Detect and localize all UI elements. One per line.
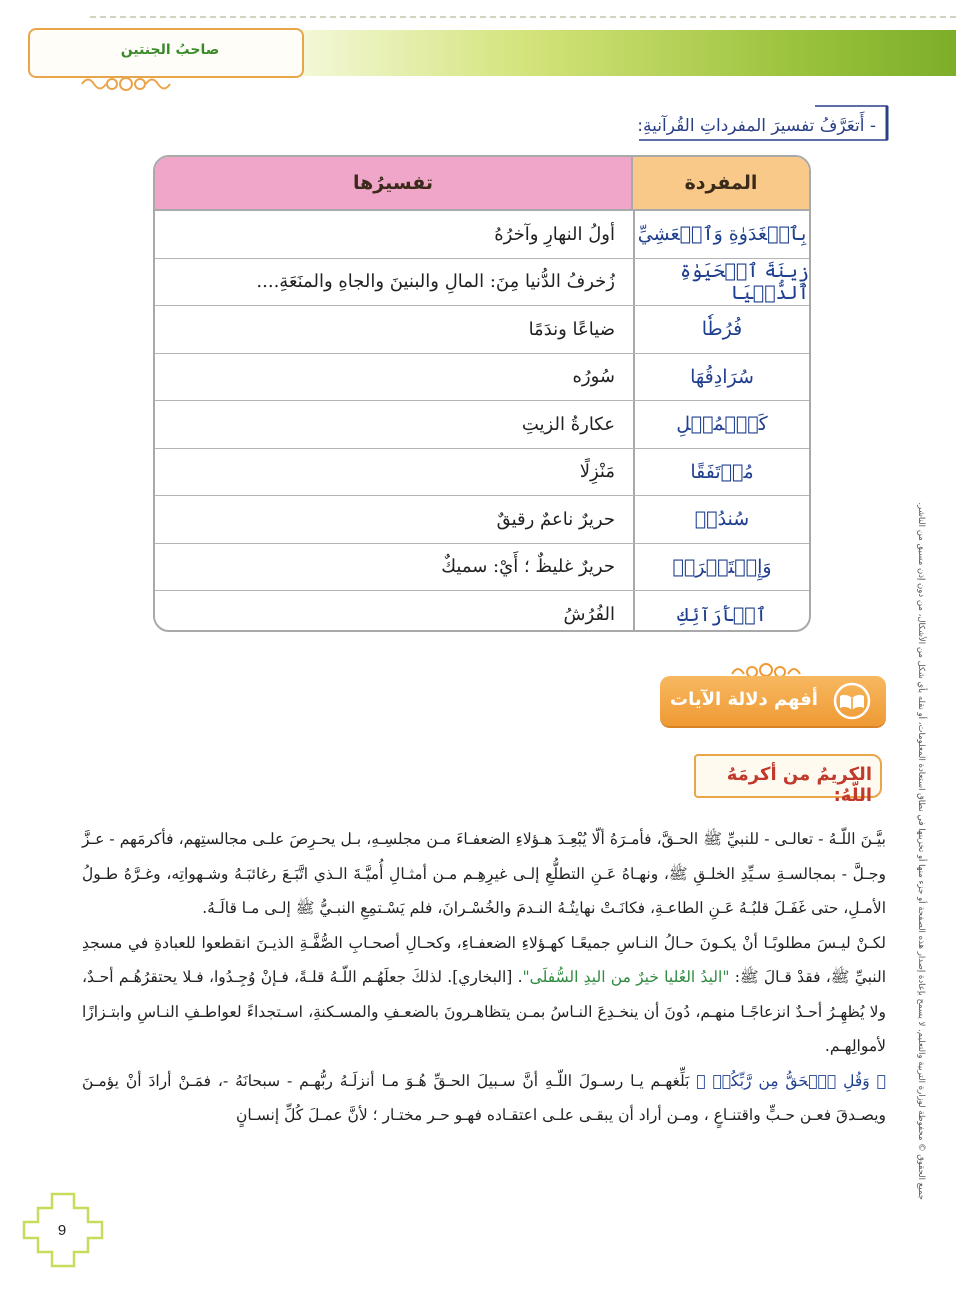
copyright-note: جميع الحقوق © محفوظة لوزارة التربية والتعليم. لا يسمح بإعادة إصدار هذه الصفحة أو جزء منها أو تخزينها في نطاق استعادة المعلومات، أو نقله بأي شكل من الأشكال، من دون إذن مسبق من الناشر. [916,502,926,1200]
vocab-word: ٱلۡأَرَآئِكِ [633,591,809,632]
table-row [155,306,809,354]
paragraph-text: بَلِّغهـم يـا رسـولَ اللّـهِ أنَّ سـبيلَ الحـقِّ هُـوَ مـا أنزلَـهُ ربُّهـم - سبحانَهُ -، فمَـنْ أرادَ أنْ يؤمـنَ ويصـدقَ فعـن حـبٍّ واقتنـاعٍ ، ومـن أراد أن يبقـى علـى اعتقـاده فهـو حـر مختـار ؛ لأنَّ عمـلَ كُلِّ إنسـانٍ [82,1071,886,1124]
vocab-word: سُرَادِقُهَا [633,354,809,401]
paragraph [82,1064,886,1133]
paragraph-text: . [البخاري]. لذلكَ جعلَهُـم اللّـهُ قلـةً، فـإنْ وُجِـدُوا، فـلا يحتقرُهُـم أحـدٌ، ولا يُظهِـرُ أحـدٌ انزعاجًـا منهـم، دُونَ أن ينخـدِعَ النـاسُ بمـن يتظاهـرونَ بالضعـفِ والمسـكنةِ، اسـتجداءً لعواطـفِ النـاسِ وابتـزازًا لأموالِهـم. [82,968,886,1055]
vocab-meaning: مَنْزِلًا [579,461,615,483]
table-row [155,401,809,449]
quran-verse: ﴿ وَقُلِ ٱلۡحَقُّ مِن رَّبِّكُمۡ ﴾ [696,1071,886,1090]
vocab-meaning: سُورُه [572,366,615,388]
vocab-word: سُندُسٖ [633,496,809,543]
hadith-quote: "اليدُ العُليا خيرٌ من اليدِ السُّفلَى" [522,968,730,986]
vocab-meaning: زُخرفُ الدُّنيا مِنَ: المالِ والبنينَ والجاهِ والمنَعَةِ.... [256,271,615,293]
table-row [155,496,809,544]
col-header-word: المفردة [631,157,809,209]
table-row [155,591,809,632]
ornament-icon [78,72,174,94]
subtitle: الكريمُ من أكرمَهُ اللّهُ: [726,764,872,806]
vocab-meaning: أولُ النهارِ وآخرُهُ [494,223,615,245]
vocab-section-title: - أَتعَرَّفُ تفسيرَ المفرداتِ القُرآنيةِ: [637,116,876,136]
table-header [155,157,809,211]
vocab-table [153,155,811,632]
vocab-meaning: الفُرُشُ [563,604,615,626]
col-header-meaning: تفسيرُها [155,157,631,209]
vocab-word: كَٱلۡمُهۡلِ [633,401,809,448]
understand-title: أفهم دلالة الآيات [670,689,818,710]
table-row [155,211,809,259]
vocab-word: فُرُطٗا [633,306,809,353]
chapter-title: صاحبُ الجنتين [120,42,220,58]
vocab-word: بِٱلۡغَدَوٰةِ وَٱلۡعَشِيِّ [633,211,809,258]
open-book-icon [830,682,874,720]
vocab-word: مُرۡتَفَقًا [633,449,809,496]
table-row [155,259,809,307]
table-row [155,354,809,402]
vocab-meaning: حريرٌ ناعمٌ رقيقٌ [496,508,615,530]
vocab-meaning: حريرٌ غليظٌ ؛ أَيْ: سميكٌ [441,556,615,578]
header-green-band [300,30,956,76]
vocab-word: زِينَةَ ٱلۡحَيَوٰةِ ٱلدُّنۡيَا [633,259,809,306]
paragraph: بيَّـنَ اللّـهُ - تعالـى - للنبيِّ ﷺ الحـقَّ، فأمـرَهُ ألّا يُبْعِـدَ هـؤلاءِ الضعفـاءَ مـن مجلسِـهِ، بـل يحـرِصَ علـى مجالستِهم، فأكرمَهم - عـزَّ وجـلَّ - بمجالسـةِ سـيِّدِ الخلـقِ ﷺ، ونهـاهُ عَـنِ التطلُّعِ إلـى غيرِهِـم مـن أمثـالِ أُميَّـةَ الـذي اتَّبَـعَ رغائبَـهُ وشـهواتِه، وغـرَّهُ طـولُ الأمـلِ، حتى غَفَـلَ قلبُـهُ عَـنِ الطاعـةِ، فكانَـتْ نهايتُـهُ النـدمَ والخُسْـرانَ، فلم يَسْـتمِعِ النبـيُّ ﷺ إلـى مـا قالَـهُ. [82,830,886,917]
vocab-meaning: عكارةُ الزيتِ [521,413,615,435]
vocab-word: وَإِسۡتَبۡرَقٖ [633,544,809,591]
top-dashed-rule [90,16,956,18]
table-row [155,449,809,497]
paragraph-text: لكـنْ ليـسَ مطلوبًـا أنْ يكـونَ حـالُ النـاسِ جميعًـا كهـؤلاءِ الضعفـاءِ، وكحـالِ أصحـابِ الصُّفَّـةِ الذيـنَ انقطعوا للعبادةِ في مسجدِ النبيِّ ﷺ، فقدْ قـالَ ﷺ: [82,933,887,986]
vocab-meaning: ضياعًا وندَمًا [528,318,615,340]
body-text [82,822,886,1133]
paragraph [82,926,886,1064]
table-row [155,544,809,592]
page-number: 9 [57,1222,67,1239]
